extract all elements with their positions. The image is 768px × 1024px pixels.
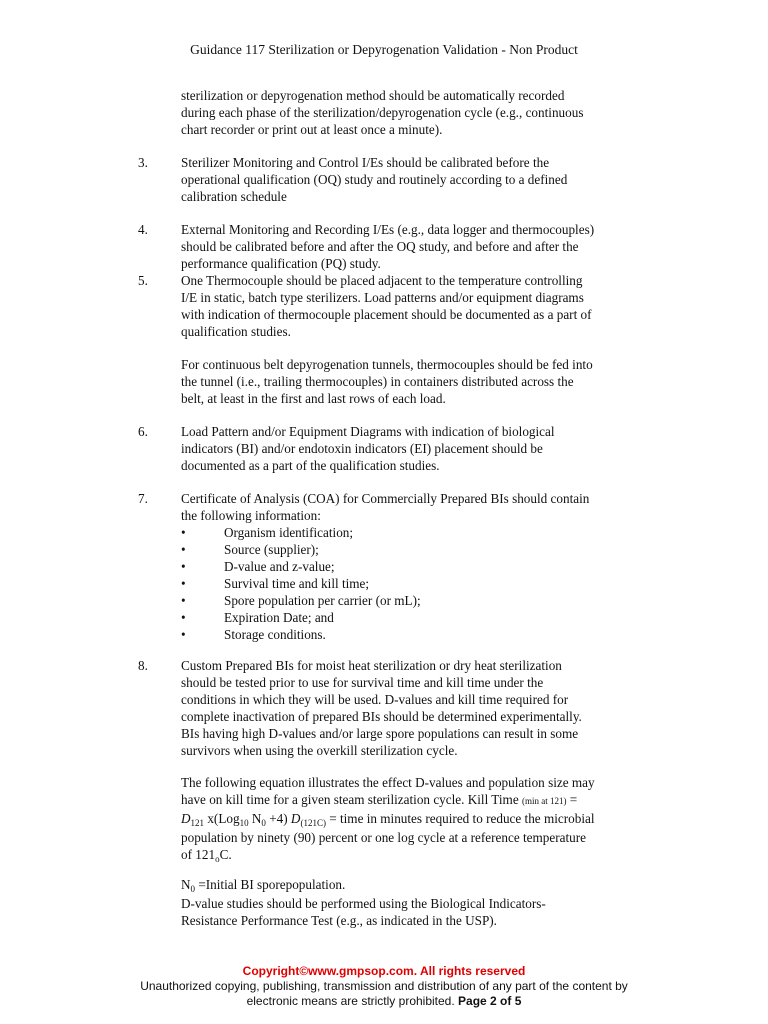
bullet-list [0, 524, 768, 643]
list-item [0, 626, 768, 643]
list-item [0, 558, 768, 575]
equation-paragraph [181, 774, 631, 865]
item-7-text [181, 490, 631, 524]
text-line: performance qualification (PQ) study. [181, 256, 381, 271]
bullet-text: Spore population per carrier (or mL); [224, 593, 421, 608]
text-line: complete inactivation of prepared BIs should be determined experimentally. [181, 709, 582, 724]
bullet-text: Storage conditions. [224, 627, 326, 642]
text-fragment: =Initial BI sporepopulation. [195, 877, 346, 892]
bullet-marker: • [181, 559, 186, 574]
item-4-text [181, 221, 631, 272]
text-line: The following equation illustrates the effect D-values and population size may [181, 775, 595, 790]
text-line: belt, at least in the first and last rows of each load. [181, 391, 446, 406]
bullet-text: D-value and z-value; [224, 559, 335, 574]
d-symbol: D [290, 811, 301, 826]
text-line: should be calibrated before and after the OQ study, and before and after the [181, 239, 579, 254]
item-6-text [181, 423, 631, 474]
bullet-marker: • [181, 593, 186, 608]
item-5-paragraph-2 [181, 356, 631, 407]
text-fragment: of 121 [181, 847, 216, 862]
text-fragment: N [248, 811, 262, 826]
text-line [181, 846, 631, 865]
bullet-text: Expiration Date; and [224, 610, 334, 625]
text-fragment: C. [219, 847, 232, 862]
text-line: Custom Prepared BIs for moist heat sterilization or dry heat sterilization [181, 658, 562, 673]
item-number: 7. [138, 491, 148, 506]
copyright-notice: Copyright©www.gmpsop.com. All rights reserved [242, 964, 526, 978]
text-line: sterilization or depyrogenation method should be automatically recorded [181, 88, 565, 103]
text-line: documented as a part of the qualification studies. [181, 458, 440, 473]
bullet-text: Source (supplier); [224, 542, 319, 557]
subscript: (121C) [300, 818, 326, 828]
text-line: Certificate of Analysis (COA) for Commercially Prepared BIs should contain [181, 491, 590, 506]
item-number: 8. [138, 658, 148, 673]
d-symbol: D [181, 811, 191, 826]
text-line: operational qualification (OQ) study and routinely according to a defined [181, 172, 568, 187]
text-line: conditions in which they will be used. D-values and kill time required for [181, 692, 569, 707]
subscript: o [215, 854, 220, 864]
text-line: the following information: [181, 508, 321, 523]
text-line: qualification studies. [181, 324, 291, 339]
text-line [181, 791, 631, 810]
text-fragment: +4) [265, 811, 291, 826]
text-line: Sterilizer Monitoring and Control I/Es should be calibrated before the [181, 155, 550, 170]
bullet-text: Survival time and kill time; [224, 576, 370, 591]
item-number: 3. [138, 155, 148, 170]
text-line: BIs having high D-values and/or large spore populations can result in some [181, 726, 579, 741]
bullet-marker: • [181, 627, 186, 642]
text-line: population by ninety (90) percent or one log cycle at a reference temperature [181, 830, 586, 845]
item-number: 4. [138, 222, 148, 237]
subscript: 121 [190, 818, 205, 828]
page-number: Page 2 of 5 [458, 994, 522, 1008]
text-line: For continuous belt depyrogenation tunnels, thermocouples should be fed into [181, 357, 593, 372]
text-line: indicators (BI) and/or endotoxin indicators (EI) placement should be [181, 441, 543, 456]
list-item [0, 541, 768, 558]
text-line: D-value studies should be performed using the Biological Indicators- [181, 896, 546, 911]
text-line: Load Pattern and/or Equipment Diagrams with indication of biological [181, 424, 555, 439]
subscript: 0 [261, 818, 266, 828]
text-fragment: = time in minutes required to reduce the microbial [325, 811, 595, 826]
text-line: calibration schedule [181, 189, 287, 204]
text-line: One Thermocouple should be placed adjacent to the temperature controlling [181, 273, 583, 288]
bullet-marker: • [181, 542, 186, 557]
equation-line [181, 810, 631, 829]
text-fragment: have on kill time for a given steam sterilization cycle. Kill Time [181, 792, 519, 807]
bullet-marker: • [181, 525, 186, 540]
subscript: 0 [190, 884, 196, 894]
page-header: Guidance 117 Sterilization or Depyrogenation Validation - Non Product [190, 42, 578, 57]
item-3-text [181, 154, 631, 205]
text-fragment: = [566, 792, 578, 807]
item-5-text [181, 272, 631, 340]
item-number: 6. [138, 424, 148, 439]
bullet-marker: • [181, 610, 186, 625]
text-line [181, 876, 631, 895]
text-line: External Monitoring and Recording I/Es (e.g., data logger and thermocouples) [181, 222, 595, 237]
text-line: Resistance Performance Test (e.g., as indicated in the USP). [181, 913, 497, 928]
item-number: 5. [138, 273, 148, 288]
subscript: 10 [239, 818, 249, 828]
footer-line: Unauthorized copying, publishing, transmission and distribution of any part of the content by [140, 979, 628, 993]
bullet-text: Organism identification; [224, 525, 354, 540]
definitions-paragraph [181, 876, 631, 929]
footer-text: electronic means are strictly prohibited. [246, 994, 459, 1008]
list-item [0, 609, 768, 626]
bullet-marker: • [181, 576, 186, 591]
list-item [0, 524, 768, 541]
kill-time-unit: (min at 121) [521, 796, 567, 806]
text-line: during each phase of the sterilization/depyrogenation cycle (e.g., continuous [181, 105, 584, 120]
text-line: the tunnel (i.e., trailing thermocouples) in containers distributed across the [181, 374, 574, 389]
footer-line [0, 994, 768, 1009]
page-footer [0, 964, 768, 1009]
text-line: I/E in static, batch type sterilizers. Load patterns and/or equipment diagrams [181, 290, 584, 305]
list-item [0, 592, 768, 609]
intro-paragraph [181, 87, 631, 138]
text-line: survivors when using the overkill sterilization cycle. [181, 743, 458, 758]
text-fragment: x(Log [204, 811, 240, 826]
text-line: chart recorder or print out at least once a minute). [181, 122, 443, 137]
text-fragment: N [181, 877, 191, 892]
item-8-text [181, 657, 631, 759]
text-line: should be tested prior to use for survival time and kill time under the [181, 675, 544, 690]
text-line: with indication of thermocouple placement should be documented as a part of [181, 307, 592, 322]
list-item [0, 575, 768, 592]
